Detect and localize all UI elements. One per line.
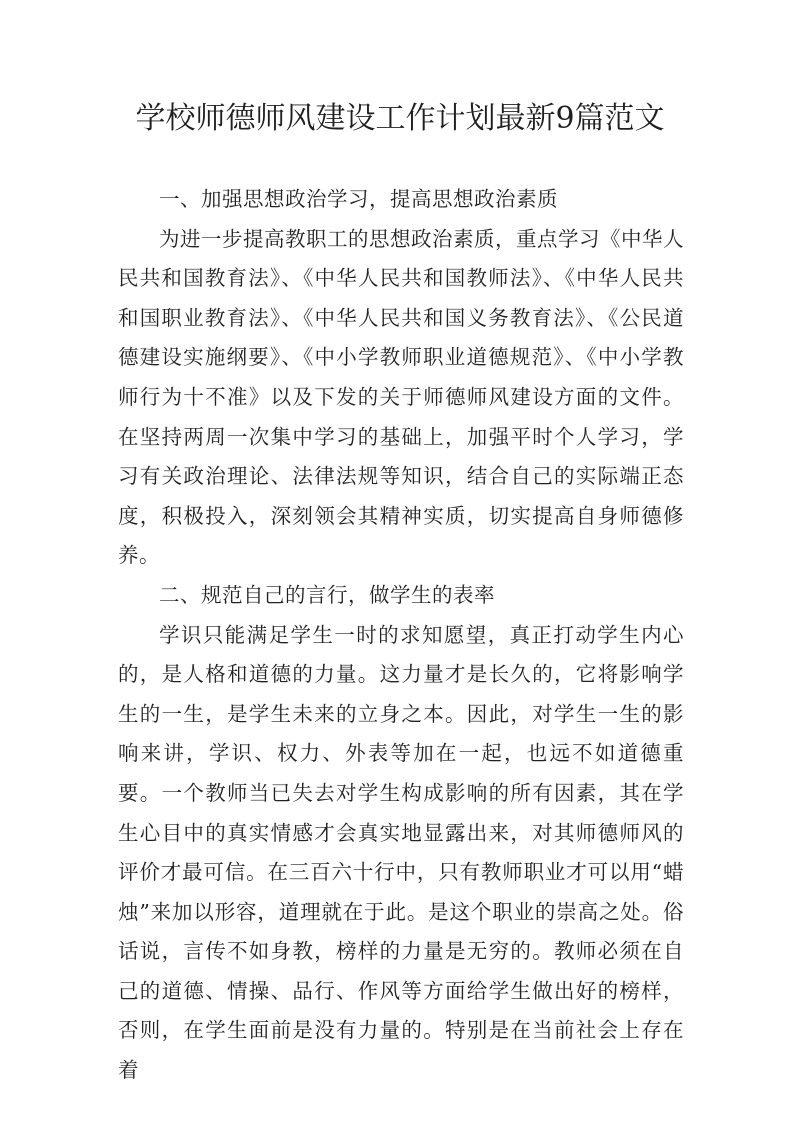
section-heading-2: 二、规范自己的言行，做学生的表率 — [159, 582, 495, 607]
document-title: 学校师德师风建设工作计划最新9篇范文 — [135, 101, 665, 136]
paragraph-1: 为进一步提高教职工的思想政治素质，重点学习《中华人民共和国教育法》、《中华人民共和国教师法》、《中华人民共和国职业教育法》、《中华人民共和国义务教育法》、《公民道德建设实施纲要》、《中小学教师职业道德规范》、《中小学教师行为十不准》以及下发的关于师德师风建设方面的文件。在坚持两周一次集中学习的基础上，加强平时个人学习，学习有关政治理论、法律法规等知识，结合自己的实际端正态度，积极投入，深刻领会其精神实质，切实提高自身师德修养。 — [118, 226, 684, 568]
document-body — [118, 180, 684, 1091]
section-heading-1: 一、加强思想政治学习，提高思想政治素质 — [159, 187, 558, 211]
paragraph-2: 学识只能满足学生一时的求知愿望，真正打动学生内心的，是人格和道德的力量。这力量才是长久的，它将影响学生的一生，是学生未来的立身之本。因此，对学生一生的影响来讲，学识、权力、外表等加在一起，也远不如道德重要。一个教师当已失去对学生构成影响的所有因素，其在学生心目中的真实情感才会真实地显露出来，对其师德师风的评价才最可信。在三百六十行中，只有教师职业才可以用“蜡烛”来加以形容，道理就在于此。是这个职业的崇高之处。俗话说，言传不如身教，榜样的力量是无穷的。教师必须在自己的道德、情操、品行、作风等方面给学生做出好的榜样，否则，在学生面前是没有力量的。特别是在当前社会上存在着 — [118, 622, 684, 1083]
